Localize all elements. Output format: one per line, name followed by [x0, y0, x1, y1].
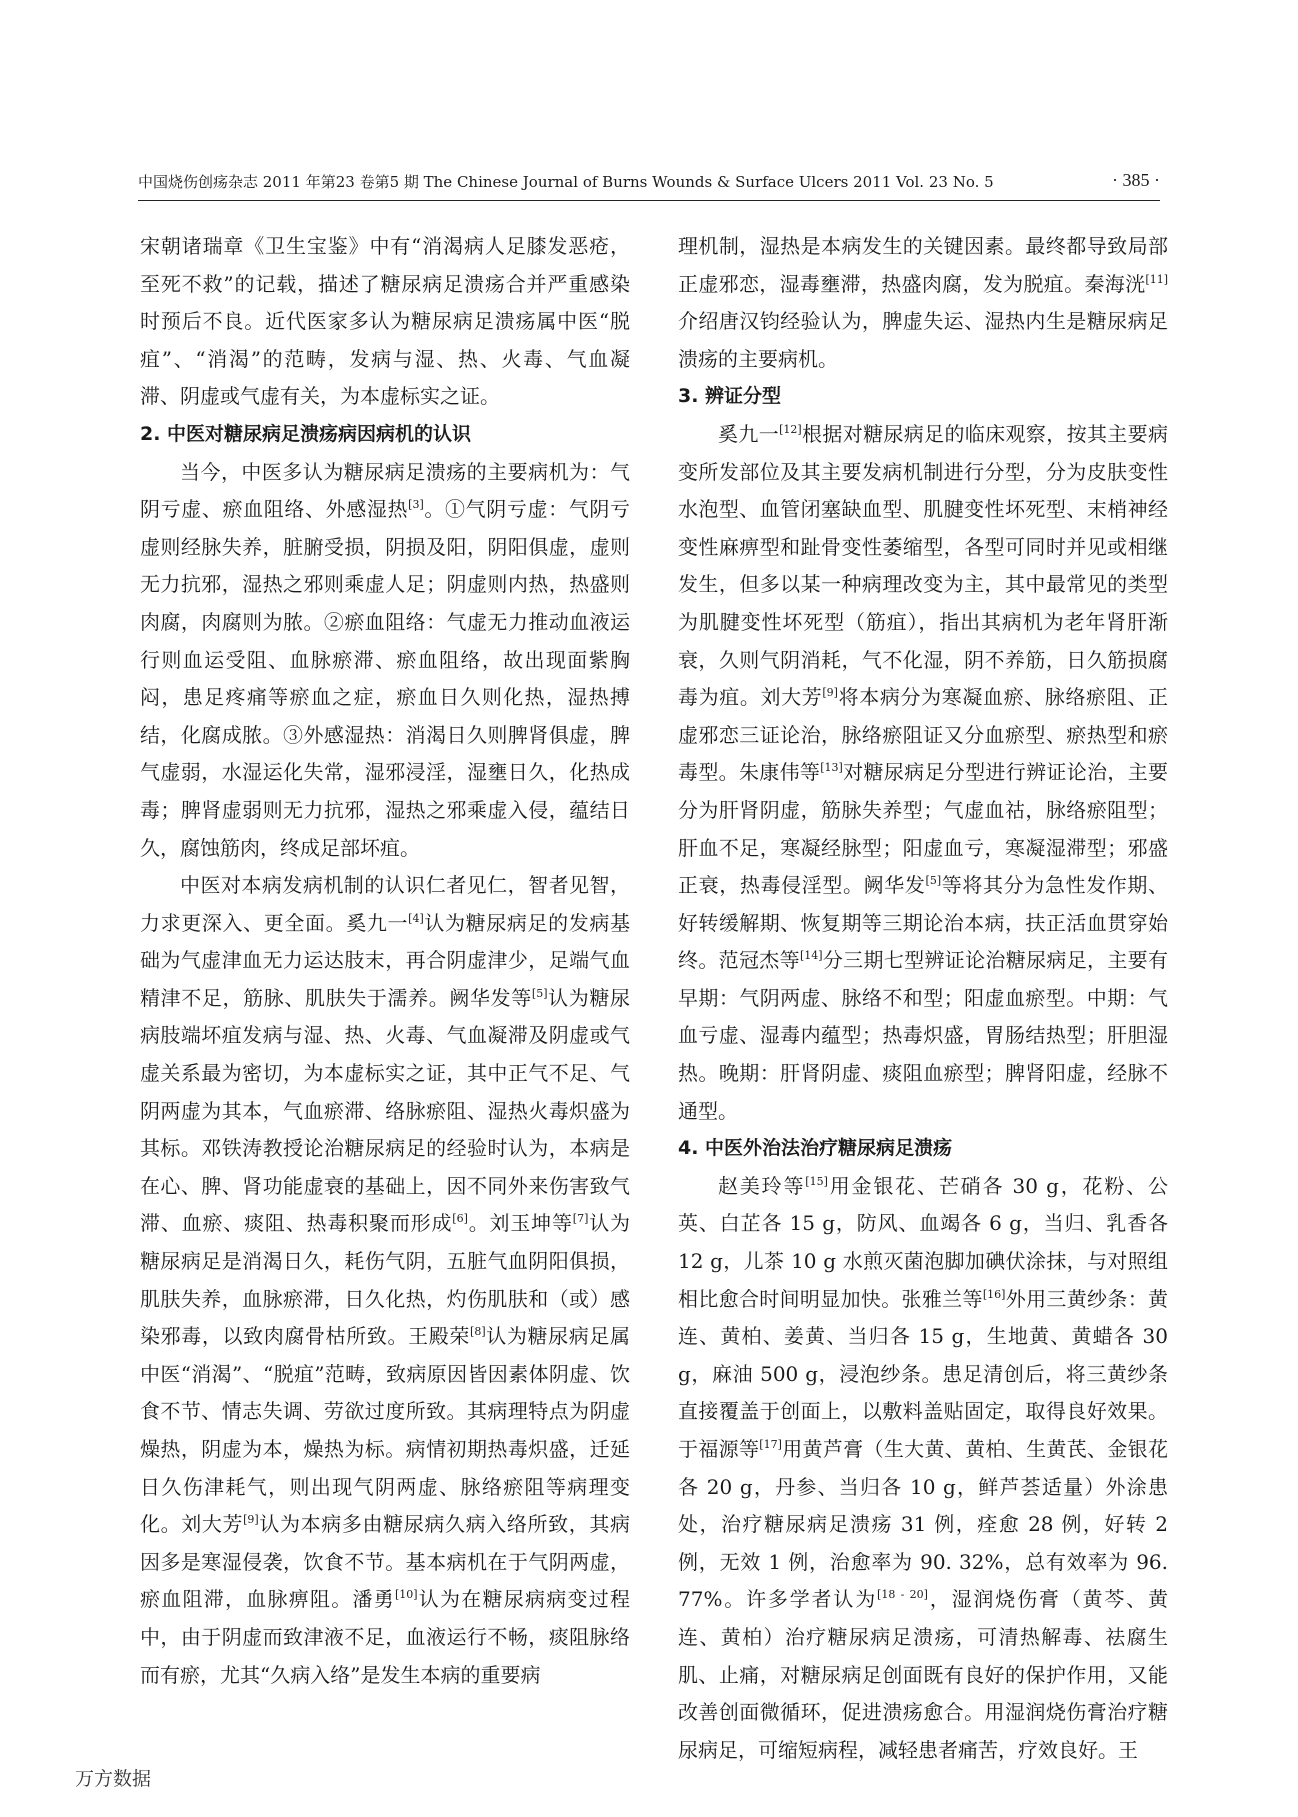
citation-8: [8] — [470, 1325, 486, 1339]
citation-13: [13] — [820, 761, 843, 775]
citation-12: [12] — [779, 422, 802, 436]
citation-17: [17] — [759, 1438, 782, 1451]
page-number: · 385 · — [1112, 170, 1160, 190]
citation-9: [9] — [243, 1513, 259, 1527]
classification-paragraph: 奚九一[12]根据对糖尿病足的临床观察，按其主要病变所发部位及其主要发病机制进行分型，分为皮肤变性水泡型、血管闭塞缺血型、肌腱变性坏死型、末梢神经变性麻痹型和趾骨变性萎缩型，各型可同时并见或相继发生，但多以某一种病理改变为主，其中最常见的类型为肌腱变性坏死型（筋疽），指出其病机为老年肾肝渐衰，久则气阴消耗，气不化湿，阴不养筋，日久筋损腐毒为疽。刘大芳[9]将本病分为寒凝血瘀、脉络瘀阻、正虚邪恋三证论治，脉络瘀阻证又分血瘀型、瘀热型和瘀毒型。朱康伟等[13]对糖尿病足分型进行辨证论治，主要分为肝肾阴虚，筋脉失养型；气虚血祜，脉络瘀阻型；肝血不足，寒凝经脉型；阳虚血亏，寒凝湿滞型；邪盛正衰，热毒侵淫型。阙华发[5]等将其分为急性发作期、好转缓解期、恢复期等三期论治本病，扶正活血贯穿始终。范冠杰等[14]分三期七型辨证论治糖尿病足，主要有早期：气阴两虚、脉络不和型；阳虚血瘀型。中期：气血亏虚、湿毒内蕴型；热毒炽盛，胃肠结热型；肝胆湿热。晚期：肝肾阴虚、痰阻血瘀型；脾肾阳虚，经脉不通型。 — [678, 421, 1169, 1123]
citation-9b: [9] — [822, 686, 838, 700]
citation-15: [15] — [805, 1174, 828, 1188]
citation-3: [3] — [408, 498, 424, 512]
views-paragraph: 中医对本病发病机制的认识仁者见仁，智者见智，力求更深入、更全面。奚九一[4]认为糖尿病足的发病基础为气虚津血无力运达肢末，再合阴虚津少，足端气血精津不足，筋脉、肌肤失于濡养。阙华发等[5]认为糖尿病肢端坏疽发病与湿、热、火毒、气血凝滞及阴虚或气虚关系最为密切，为本虚标实之证，其中正气不足、气阴两虚为其本，气血瘀滞、络脉瘀阻、湿热火毒炽盛为其标。邓铁涛教授论治糖尿病足的经验时认为，本病是在心、脾、肾功能虚衰的基础上，因不同外来伤害致气滞、血瘀、痰阻、热毒积聚而形成[6]。刘玉坤等[7]认为糖尿病足是消渴日久，耗伤气阴，五脏气血阴阳俱损，肌肤失养，血脉瘀滞，日久化热，灼伤肌肤和（或）感染邪毒，以致肉腐骨枯所致。王殿荣[8]认为糖尿病足属中医“消渴”、“脱疽”范畴，致病原因皆因素体阴虚、饮食不节、情志失调、劳欲过度所致。其病理特点为阴虚燥热，阴虚为本，燥热为标。病情初期热毒炽盛，迁延日久伤津耗气，则出现气阴两虚、脉络瘀阻等病理变化。刘大芳[9]认为本病多由糖尿病久病入络所致，其病因多是寒湿侵袭，饮食不节。基本病机在于气阴两虚，瘀血阻滞，血脉痹阻。潘勇[10]认为在糖尿病病变过程中，由于阴虚而致津液不足，血液运行不畅，痰阻脉络而有瘀，尤其“久病入络”是发生本病的重要病 — [140, 873, 631, 1687]
citation-16: [16] — [982, 1287, 1006, 1301]
external-treatment-paragraph: 赵美玲等[15]用金银花、芒硝各 30 g，花粉、公英、白芷各 15 g，防风、血竭各 6 g，当归、乳香各 12 g，儿茶 10 g 水煎灭菌泡脚加碘伏涂抹，与对照组相比愈合时间明显加快。张雅兰等[16]外用三黄纱条：黄连、黄柏、姜黄、当归各 15 g，生地黄、黄蜡各 30 g，麻油 500 g，浸泡纱条。患足清创后，将三黄纱条直接覆盖于创面上，以敷料盖贴固定，取得良好效果。于福源等[17]用黄芦膏（生大黄、黄柏、生黄芪、金银花各 20 g，丹参、当归各 10 g，鲜芦荟适量）外涂患处，治疗糖尿病足溃疡 31 例，痊愈 28 例，好转 2 例，无效 1 例，治愈率为 90. 32%，总有效率为 96. 77%。许多学者认为[18 - 20]，湿润烧伤膏（黄芩、黄连、黄柏）治疗糖尿病足溃疡，可清热解毒、祛腐生肌、止痛，对糖尿病足创面既有良好的保护作用，又能改善创面微循环，促进溃疡愈合。用湿润烧伤膏治疗糖尿病足，可缩短病程，减轻患者痛苦，疗效良好。王 — [678, 1173, 1169, 1762]
citation-7: [7] — [572, 1212, 589, 1226]
continued-paragraph: 理机制，湿热是本病发生的关键因素。最终都导致局部正虚邪恋，湿毒壅滞，热盛肉腐，发为脱疽。秦海洸[11]介绍唐汉钧经验认为，脾虚失运、湿热内生是糖尿病足溃疡的主要病机。 — [678, 234, 1168, 371]
citation-11: [11] — [1145, 272, 1168, 286]
citation-14: [14] — [799, 949, 823, 963]
section-2-heading: 2. 中医对糖尿病足溃疡病因病机的认识 — [140, 422, 472, 445]
citation-6: [6] — [452, 1212, 468, 1226]
citation-5: [5] — [531, 986, 548, 1000]
citation-18-20: [18 - 20] — [877, 1588, 928, 1602]
section-3-heading: 3. 辨证分型 — [678, 385, 782, 408]
citation-4: [4] — [408, 911, 424, 925]
journal-title: 中国烧伤创疡杂志 2011 年第23 卷第5 期 The Chinese Journal of Burns Wounds & Surface Ulcers 2011 Vol. 23 No. 5 — [138, 173, 994, 191]
citation-5b: [5] — [925, 874, 942, 888]
section-4-heading: 4. 中医外治法治疗糖尿病足溃疡 — [678, 1137, 953, 1160]
intro-paragraph: 宋朝诸瑞章《卫生宝鉴》中有“消渴病人足膝发恶疮，至死不救”的记载，描述了糖尿病足溃疡合并严重感染时预后不良。近代医家多认为糖尿病足溃疡属中医“脱疽”、“消渴”的范畴，发病与湿、热、火毒、气血凝滞、阴虚或气虚有关，为本虚标实之证。 — [140, 234, 630, 409]
pathogenesis-paragraph: 当今，中医多认为糖尿病足溃疡的主要病机为：气阴亏虚、瘀血阻络、外感湿热[3]。①气阴亏虚：气阴亏虚则经脉失养，脏腑受损，阴损及阳，阴阳俱虚，虚则无力抗邪，湿热之邪则乘虚人足；阴虚则内热，热盛则肉腐，肉腐则为脓。②瘀血阻络：气虚无力推动血液运行则血运受阻、血脉瘀滞、瘀血阻络，故出现面紫胸闷，患足疼痛等瘀血之症，瘀血日久则化热，湿热搏结，化腐成脓。③外感湿热：消渴日久则脾肾俱虚，脾气虚弱，水湿运化失常，湿邪浸淫，湿壅日久，化热成毒；脾肾虚弱则无力抗邪，湿热之邪乘虚入侵，蕴结日久，腐蚀筋肉，终成足部坏疽。 — [140, 459, 631, 860]
right-column — [678, 228, 1168, 1769]
watermark-text: 万方数据 — [75, 1768, 152, 1790]
citation-10: [10] — [394, 1588, 418, 1602]
left-column — [140, 228, 630, 1694]
header-rule — [138, 200, 1160, 201]
